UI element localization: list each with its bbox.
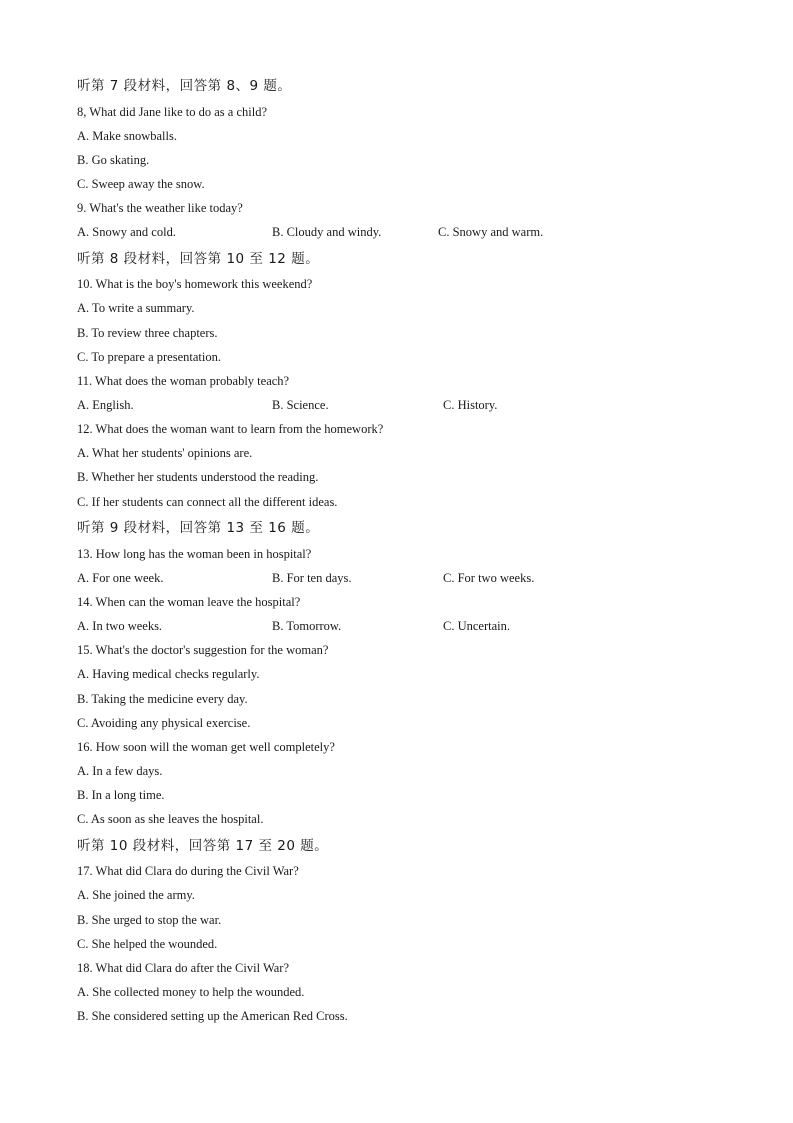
question-15-option-a: A. Having medical checks regularly. xyxy=(77,667,260,681)
question-8-option-c: C. Sweep away the snow. xyxy=(77,177,205,191)
question-8-option-a: A. Make snowballs. xyxy=(77,129,177,143)
question-16-option-b: B. In a long time. xyxy=(77,788,165,802)
question-8-option-b: B. Go skating. xyxy=(77,153,150,167)
question-11-option-b: B. Science. xyxy=(272,398,329,412)
question-16-option-a: A. In a few days. xyxy=(77,764,163,778)
question-9-option-b: B. Cloudy and windy. xyxy=(272,225,382,239)
question-14-option-b: B. Tomorrow. xyxy=(272,619,342,633)
question-11-stem: 11. What does the woman probably teach? xyxy=(77,374,290,388)
question-14-stem: 14. When can the woman leave the hospital? xyxy=(77,595,301,609)
question-11-option-c: C. History. xyxy=(443,398,498,412)
section-heading-8: 听第 8 段材料，回答第 10 至 12 题。 xyxy=(77,251,320,267)
question-10-stem: 10. What is the boy's homework this weekend? xyxy=(77,277,313,291)
question-12-option-c: C. If her students can connect all the different ideas. xyxy=(77,495,338,509)
question-9-option-a: A. Snowy and cold. xyxy=(77,225,176,239)
section-heading-7: 听第 7 段材料，回答第 8、9 题。 xyxy=(77,78,292,94)
question-17-option-c: C. She helped the wounded. xyxy=(77,937,218,951)
question-12-option-a: A. What her students' opinions are. xyxy=(77,446,253,460)
question-8-stem: 8, What did Jane like to do as a child? xyxy=(77,105,267,119)
question-15-option-b: B. Taking the medicine every day. xyxy=(77,692,248,706)
question-17-option-b: B. She urged to stop the war. xyxy=(77,913,222,927)
question-17-stem: 17. What did Clara do during the Civil War? xyxy=(77,864,299,878)
question-9-stem: 9. What's the weather like today? xyxy=(77,201,243,215)
question-12-stem: 12. What does the woman want to learn from the homework? xyxy=(77,422,384,436)
section-heading-10: 听第 10 段材料，回答第 17 至 20 题。 xyxy=(77,838,329,854)
question-11-option-a: A. English. xyxy=(77,398,134,412)
question-13-stem: 13. How long has the woman been in hospital? xyxy=(77,547,312,561)
question-17-option-a: A. She joined the army. xyxy=(77,888,195,902)
question-13-option-b: B. For ten days. xyxy=(272,571,352,585)
question-12-option-b: B. Whether her students understood the reading. xyxy=(77,470,319,484)
question-13-option-a: A. For one week. xyxy=(77,571,164,585)
question-10-option-b: B. To review three chapters. xyxy=(77,326,218,340)
question-14-option-c: C. Uncertain. xyxy=(443,619,510,633)
question-10-option-c: C. To prepare a presentation. xyxy=(77,350,221,364)
question-10-option-a: A. To write a summary. xyxy=(77,301,195,315)
question-13-option-c: C. For two weeks. xyxy=(443,571,535,585)
question-15-stem: 15. What's the doctor's suggestion for the woman? xyxy=(77,643,329,657)
question-16-stem: 16. How soon will the woman get well completely? xyxy=(77,740,335,754)
question-16-option-c: C. As soon as she leaves the hospital. xyxy=(77,812,264,826)
question-18-option-a: A. She collected money to help the wounded. xyxy=(77,985,305,999)
question-14-option-a: A. In two weeks. xyxy=(77,619,163,633)
question-18-stem: 18. What did Clara do after the Civil War? xyxy=(77,961,290,975)
question-9-option-c: C. Snowy and warm. xyxy=(438,225,544,239)
question-15-option-c: C. Avoiding any physical exercise. xyxy=(77,716,251,730)
question-18-option-b: B. She considered setting up the American Red Cross. xyxy=(77,1009,348,1023)
section-heading-9: 听第 9 段材料，回答第 13 至 16 题。 xyxy=(77,520,320,536)
